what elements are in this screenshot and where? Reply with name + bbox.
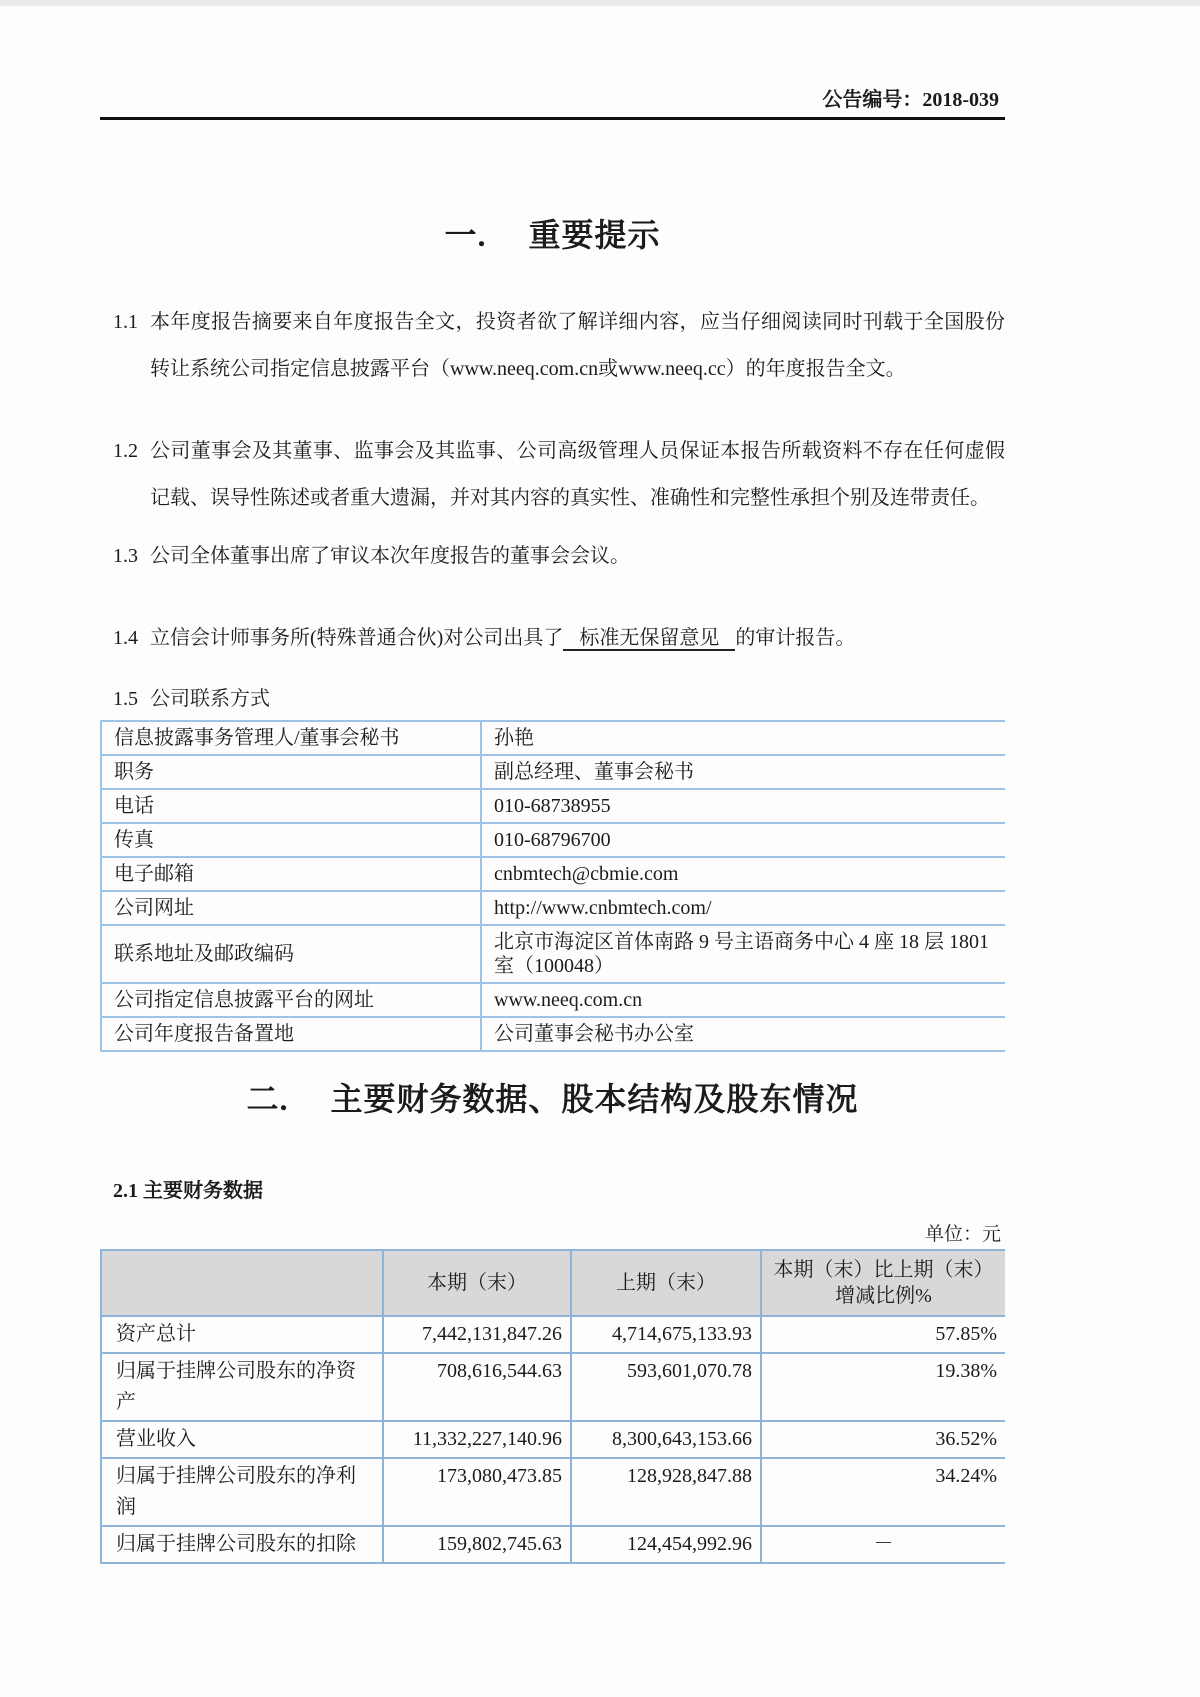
clause-1-2 bbox=[100, 428, 1005, 522]
contact-value-cell: 公司董事会秘书办公室 bbox=[481, 1017, 1005, 1051]
announcement-number: 公告编号：2018-039 bbox=[822, 89, 999, 111]
table-row bbox=[101, 1353, 1005, 1421]
fin-current-cell: 11,332,227,140.96 bbox=[383, 1421, 571, 1458]
fin-prior-cell: 124,454,992.96 bbox=[571, 1526, 761, 1563]
fin-current-cell: 159,802,745.63 bbox=[383, 1526, 571, 1563]
table-header-row bbox=[101, 1250, 1005, 1316]
audit-opinion-underlined: 标准无保留意见 bbox=[563, 627, 735, 651]
contact-value-cell: 010-68738955 bbox=[481, 789, 1005, 823]
clause-1-1 bbox=[100, 299, 1005, 393]
clause-1-3-text: 公司全体董事出席了审议本次年度报告的董事会会议。 bbox=[150, 545, 630, 567]
fin-prior-cell: 128,928,847.88 bbox=[571, 1458, 761, 1526]
table-row bbox=[101, 1458, 1005, 1526]
clause-1-3 bbox=[100, 533, 1005, 580]
contact-label-cell: 公司年度报告备置地 bbox=[101, 1017, 481, 1051]
fin-prior-cell: 8,300,643,153.66 bbox=[571, 1421, 761, 1458]
section1-heading bbox=[100, 216, 1005, 254]
table-row bbox=[101, 721, 1005, 755]
contact-value-cell: http://www.cnbmtech.com/ bbox=[481, 891, 1005, 925]
fin-current-cell: 7,442,131,847.26 bbox=[383, 1316, 571, 1353]
clause-1-2-number: 1.2 bbox=[113, 440, 138, 462]
contact-label-cell: 联系地址及邮政编码 bbox=[101, 925, 481, 983]
contact-value-cell: www.neeq.com.cn bbox=[481, 983, 1005, 1017]
clause-1-4 bbox=[100, 615, 1005, 662]
fin-change-cell: － bbox=[761, 1526, 1005, 1563]
clause-1-2-text: 公司董事会及其董事、监事会及其监事、公司高级管理人员保证本报告所载资料不存在任何虚假记载、误导性陈述或者重大遗漏，并对其内容的真实性、准确性和完整性承担个别及连带责任。 bbox=[150, 440, 1005, 509]
section1-number: 一. bbox=[444, 217, 487, 253]
table-row bbox=[101, 755, 1005, 789]
fin-header-change-line1: 本期（末）比上期（末） bbox=[773, 1259, 994, 1281]
clause-1-4-text-after: 的审计报告。 bbox=[735, 627, 856, 649]
fin-change-cell: 57.85% bbox=[761, 1316, 1005, 1353]
contact-label-cell: 公司指定信息披露平台的网址 bbox=[101, 983, 481, 1017]
header-rule bbox=[100, 117, 1005, 120]
fin-change-cell: 34.24% bbox=[761, 1458, 1005, 1526]
fin-change-cell: 19.38% bbox=[761, 1353, 1005, 1421]
clause-1-4-number: 1.4 bbox=[113, 627, 138, 649]
clause-1-5-number: 1.5 bbox=[113, 688, 138, 710]
clause-1-1-text: 本年度报告摘要来自年度报告全文，投资者欲了解详细内容，应当仔细阅读同时刊载于全国股份转让系统公司指定信息披露平台（www.neeq.com.cn或www.neeq.cc）的年度报告全文。 bbox=[150, 311, 1005, 380]
contact-value-cell: cnbmtech@cbmie.com bbox=[481, 857, 1005, 891]
fin-label-cell: 归属于挂牌公司股东的净资产 bbox=[101, 1353, 383, 1421]
contact-info-table bbox=[100, 720, 1005, 1052]
fin-header-prior-cell: 上期（末） bbox=[571, 1250, 761, 1316]
contact-label-cell: 信息披露事务管理人/董事会秘书 bbox=[101, 721, 481, 755]
fin-prior-cell: 4,714,675,133.93 bbox=[571, 1316, 761, 1353]
table-row bbox=[101, 983, 1005, 1017]
contact-value-cell: 010-68796700 bbox=[481, 823, 1005, 857]
contact-label-cell: 职务 bbox=[101, 755, 481, 789]
fin-header-current-cell: 本期（末） bbox=[383, 1250, 571, 1316]
table-row bbox=[101, 1017, 1005, 1051]
contact-value-cell: 副总经理、董事会秘书 bbox=[481, 755, 1005, 789]
contact-label-cell: 公司网址 bbox=[101, 891, 481, 925]
contact-label-cell: 电话 bbox=[101, 789, 481, 823]
table-row bbox=[101, 857, 1005, 891]
fin-label-cell: 营业收入 bbox=[101, 1421, 383, 1458]
contact-label-cell: 传真 bbox=[101, 823, 481, 857]
table-row bbox=[101, 925, 1005, 983]
key-financials-table bbox=[100, 1249, 1005, 1564]
fin-change-cell: 36.52% bbox=[761, 1421, 1005, 1458]
table-row bbox=[101, 789, 1005, 823]
clause-1-4-text-before: 立信会计师事务所(特殊普通合伙)对公司出具了 bbox=[150, 627, 564, 649]
fin-header-blank-cell bbox=[101, 1250, 383, 1316]
table-row bbox=[101, 891, 1005, 925]
table-row bbox=[101, 1316, 1005, 1353]
fin-prior-cell: 593,601,070.78 bbox=[571, 1353, 761, 1421]
fin-current-cell: 173,080,473.85 bbox=[383, 1458, 571, 1526]
contact-label-cell: 电子邮箱 bbox=[101, 857, 481, 891]
section1-title: 重要提示 bbox=[528, 217, 661, 253]
clause-1-5-text: 公司联系方式 bbox=[150, 688, 270, 710]
unit-label: 单位：元 bbox=[924, 1224, 1001, 1245]
table-row bbox=[101, 1421, 1005, 1458]
section2-title: 主要财务数据、股本结构及股东情况 bbox=[330, 1081, 859, 1117]
contact-value-cell: 北京市海淀区首体南路 9 号主语商务中心 4 座 18 层 1801 室（100048） bbox=[481, 925, 1005, 983]
section2-heading bbox=[100, 1080, 1005, 1118]
table-row bbox=[101, 1526, 1005, 1563]
clause-1-3-number: 1.3 bbox=[113, 545, 138, 567]
fin-label-cell: 资产总计 bbox=[101, 1316, 383, 1353]
table-row bbox=[101, 823, 1005, 857]
page-content bbox=[100, 6, 1005, 1564]
contact-value-cell: 孙艳 bbox=[481, 721, 1005, 755]
section2-number: 二. bbox=[246, 1081, 289, 1117]
fin-current-cell: 708,616,544.63 bbox=[383, 1353, 571, 1421]
fin-header-change-line2: 增减比例% bbox=[835, 1285, 932, 1307]
subsection-2-1-heading: 2.1 主要财务数据 bbox=[113, 1180, 263, 1202]
fin-label-cell: 归属于挂牌公司股东的扣除 bbox=[101, 1526, 383, 1563]
clause-1-5 bbox=[100, 686, 1005, 712]
fin-header-change-cell bbox=[761, 1250, 1005, 1316]
fin-label-cell: 归属于挂牌公司股东的净利润 bbox=[101, 1458, 383, 1526]
clause-1-1-number: 1.1 bbox=[113, 311, 138, 333]
